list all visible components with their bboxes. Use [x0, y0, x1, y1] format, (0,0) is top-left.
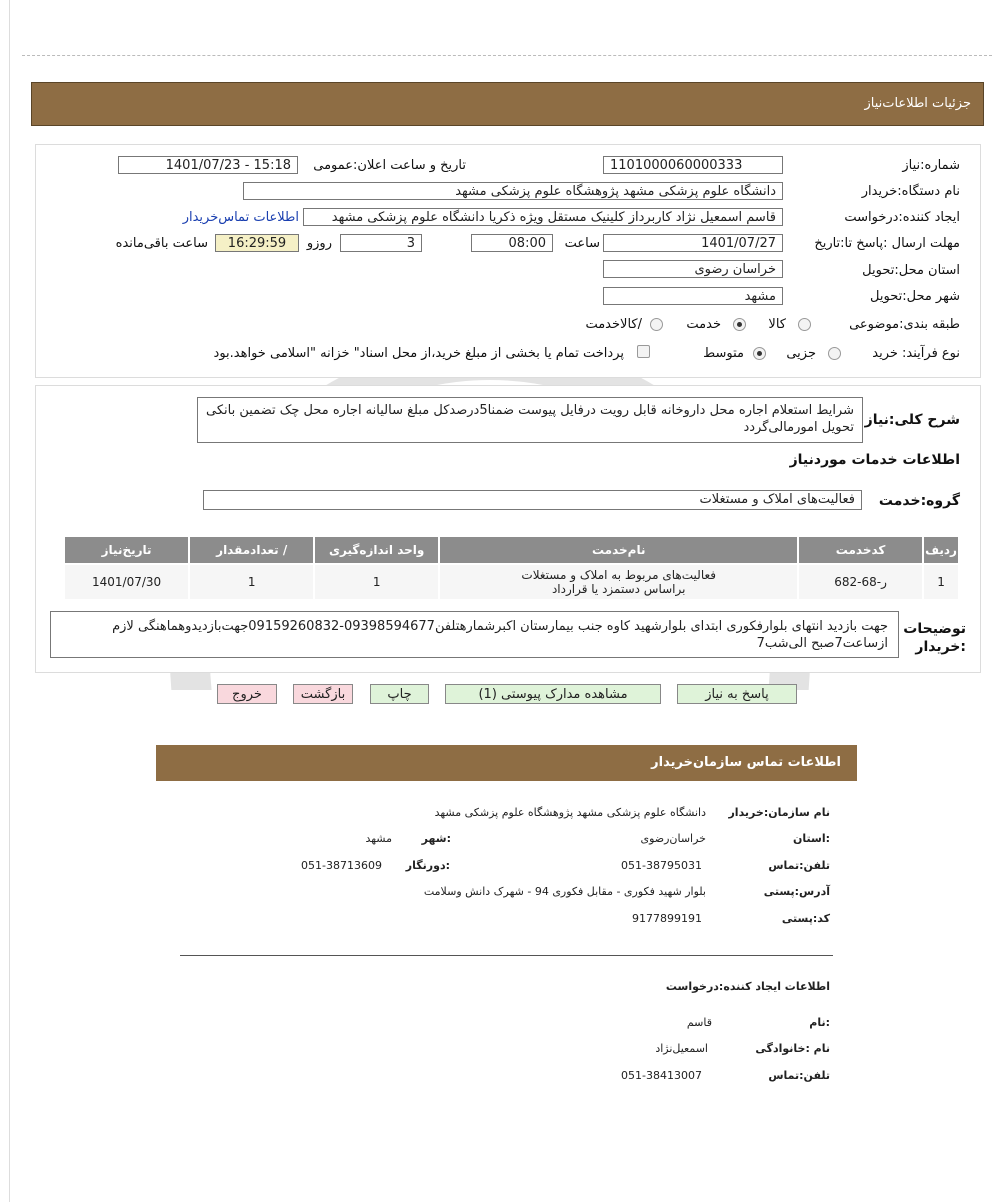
deadline-label: مهلت ارسال :پاسخ تا:تاریخ	[814, 236, 960, 251]
need-number-label: شماره:نیاز	[902, 158, 960, 173]
creator-name-label: :نام	[809, 1016, 830, 1029]
contact-header	[156, 745, 857, 781]
need-number-field: 1101000060000333	[603, 156, 783, 174]
contact-city-label: :شهر	[421, 832, 451, 845]
left-edge-line	[9, 0, 10, 1202]
days-label: روزو	[306, 236, 332, 251]
services-table	[63, 535, 960, 601]
buyer-notes-label: توضیحات :خریدار	[903, 621, 966, 655]
city-label: شهر محل:تحویل	[870, 289, 960, 304]
category-label: طبقه بندی:موضوعی	[849, 317, 960, 332]
creator-field: قاسم اسمعیل نژاد کاربرداز کلینیک مستقل ویژه ذکریا دانشگاه علوم پزشکی مشهد	[303, 208, 783, 226]
fax-label: :دورنگار	[405, 859, 450, 872]
radio-minor-label: جزیی	[786, 346, 816, 361]
cell-code: ر-68-682	[799, 565, 922, 599]
need-info-panel	[35, 144, 981, 378]
fax-value: 051-38713609	[301, 859, 382, 872]
creator-family-value: اسمعیل‌نژاد	[655, 1042, 708, 1055]
creator-info-title: اطلاعات ایجاد کننده:درخواست	[665, 980, 830, 993]
postal-label: کد:پستی	[781, 912, 830, 925]
deadline-date-field: 1401/07/27	[603, 234, 783, 252]
buyer-org-label: نام دستگاه:خریدار	[861, 184, 960, 199]
cell-name-line2: براساس دستمزد یا قرارداد	[551, 582, 686, 596]
process-label: نوع فرآیند: خرید	[872, 346, 960, 361]
org-label: نام سازمان:خریدار	[728, 806, 830, 819]
province-field: خراسان رضوی	[603, 260, 783, 278]
group-field: فعالیت‌های املاک و مستغلات	[203, 490, 862, 510]
radio-medium[interactable]	[753, 347, 766, 360]
print-button[interactable]: چاپ	[370, 684, 429, 704]
attachments-button[interactable]: مشاهده مدارک پیوستی (1)	[445, 684, 661, 704]
th-name: نام‌خدمت	[440, 537, 797, 563]
cell-date: 1401/07/30	[65, 565, 188, 599]
th-date: تاریخ‌نیاز	[65, 537, 188, 563]
hour-label: ساعت	[564, 236, 600, 251]
th-index: ردیف	[924, 537, 958, 563]
creator-phone-label: تلفن:تماس	[768, 1069, 830, 1082]
cell-index: 1	[924, 565, 958, 599]
phone-value: 051-38795031	[621, 859, 702, 872]
services-title: اطلاعات خدمات موردنیاز	[789, 452, 960, 468]
cell-name-line1: فعالیت‌های مربوط به املاک و مستغلات	[521, 568, 716, 582]
buyer-notes-box: جهت بازدید انتهای بلوارفکوری ابتدای بلوارشهید کاوه جنب بیمارستان اکبرشمارهتلفن09398594677-09159260832جهت‌بازدیدوهماهنگی لازم ازساعت7صبح الی‌شب7	[50, 611, 899, 658]
phone-label: تلفن:تماس	[768, 859, 830, 872]
announce-field: 1401/07/23 - 15:18	[118, 156, 298, 174]
days-field: 3	[340, 234, 422, 252]
remaining-time-field: 16:29:59	[215, 234, 299, 252]
page-header	[31, 82, 984, 126]
deadline-time-field: 08:00	[471, 234, 553, 252]
address-value: بلوار شهید فکوری - مقابل فکوری 94 - شهرک دانش وسلامت	[423, 885, 706, 898]
creator-name-value: قاسم	[686, 1016, 712, 1029]
radio-goods[interactable]	[798, 318, 811, 331]
cell-name	[440, 565, 797, 599]
announce-label: تاریخ و ساعت اعلان:عمومی	[313, 158, 466, 173]
radio-goods-service-label: /کالاخدمت	[585, 317, 642, 332]
payment-note: پرداخت تمام یا بخشی از مبلغ خرید،از محل اسناد" خزانه "اسلامی خواهد.بود	[213, 346, 624, 361]
th-unit: واحد اندازه‌گیری	[315, 537, 438, 563]
contact-city-value: مشهد	[365, 832, 392, 845]
buyer-contact-link[interactable]: اطلاعات تماس‌خریدار	[182, 210, 299, 225]
payment-checkbox[interactable]	[637, 345, 650, 358]
creator-phone-value: 051-38413007	[621, 1069, 702, 1082]
radio-goods-service[interactable]	[650, 318, 663, 331]
contact-province-value: خراسان‌رضوی	[640, 832, 706, 845]
contact-province-label: :استان	[793, 832, 830, 845]
org-value: دانشگاه علوم پزشکی مشهد پژوهشگاه علوم پزشکی مشهد	[434, 806, 706, 819]
address-label: آدرس:پستی	[763, 885, 830, 898]
cell-qty: 1	[190, 565, 313, 599]
radio-goods-label: کالا	[768, 317, 786, 332]
radio-service-label: خدمت	[686, 317, 721, 332]
radio-minor[interactable]	[828, 347, 841, 360]
contact-title: اطلاعات تماس سازمان‌خریدار	[651, 755, 841, 770]
summary-label: شرح کلی:نیاز	[864, 412, 960, 428]
radio-medium-label: متوسط	[703, 346, 744, 361]
postal-value: 9177899191	[632, 912, 702, 925]
remaining-label: ساعت باقی‌مانده	[115, 236, 208, 251]
buyer-org-field: دانشگاه علوم پزشکی مشهد پژوهشگاه علوم پزشکی مشهد	[243, 182, 783, 200]
top-divider	[22, 55, 992, 56]
province-label: استان محل:تحویل	[862, 263, 960, 278]
group-label: گروه:خدمت	[878, 493, 960, 509]
th-code: کدخدمت	[799, 537, 922, 563]
back-button[interactable]: بازگشت	[293, 684, 353, 704]
th-qty: / تعدادمقدار	[190, 537, 313, 563]
city-field: مشهد	[603, 287, 783, 305]
reply-button[interactable]: پاسخ به نیاز	[677, 684, 797, 704]
summary-box: شرایط استعلام اجاره محل داروخانه قابل رویت درفایل پیوست ضمنا5درصدکل مبلغ سالیانه اجاره محل چک تضمین بانکی تحویل امورمالی‌گردد	[197, 397, 863, 443]
page-title: جزئیات اطلاعات‌نیاز	[864, 96, 971, 111]
section-divider	[180, 955, 833, 956]
creator-label: ایجاد کننده:درخواست	[844, 210, 960, 225]
radio-service[interactable]	[733, 318, 746, 331]
exit-button[interactable]: خروج	[217, 684, 277, 704]
cell-unit: 1	[315, 565, 438, 599]
table-row	[65, 565, 958, 599]
creator-family-label: نام :خانوادگی	[755, 1042, 830, 1055]
